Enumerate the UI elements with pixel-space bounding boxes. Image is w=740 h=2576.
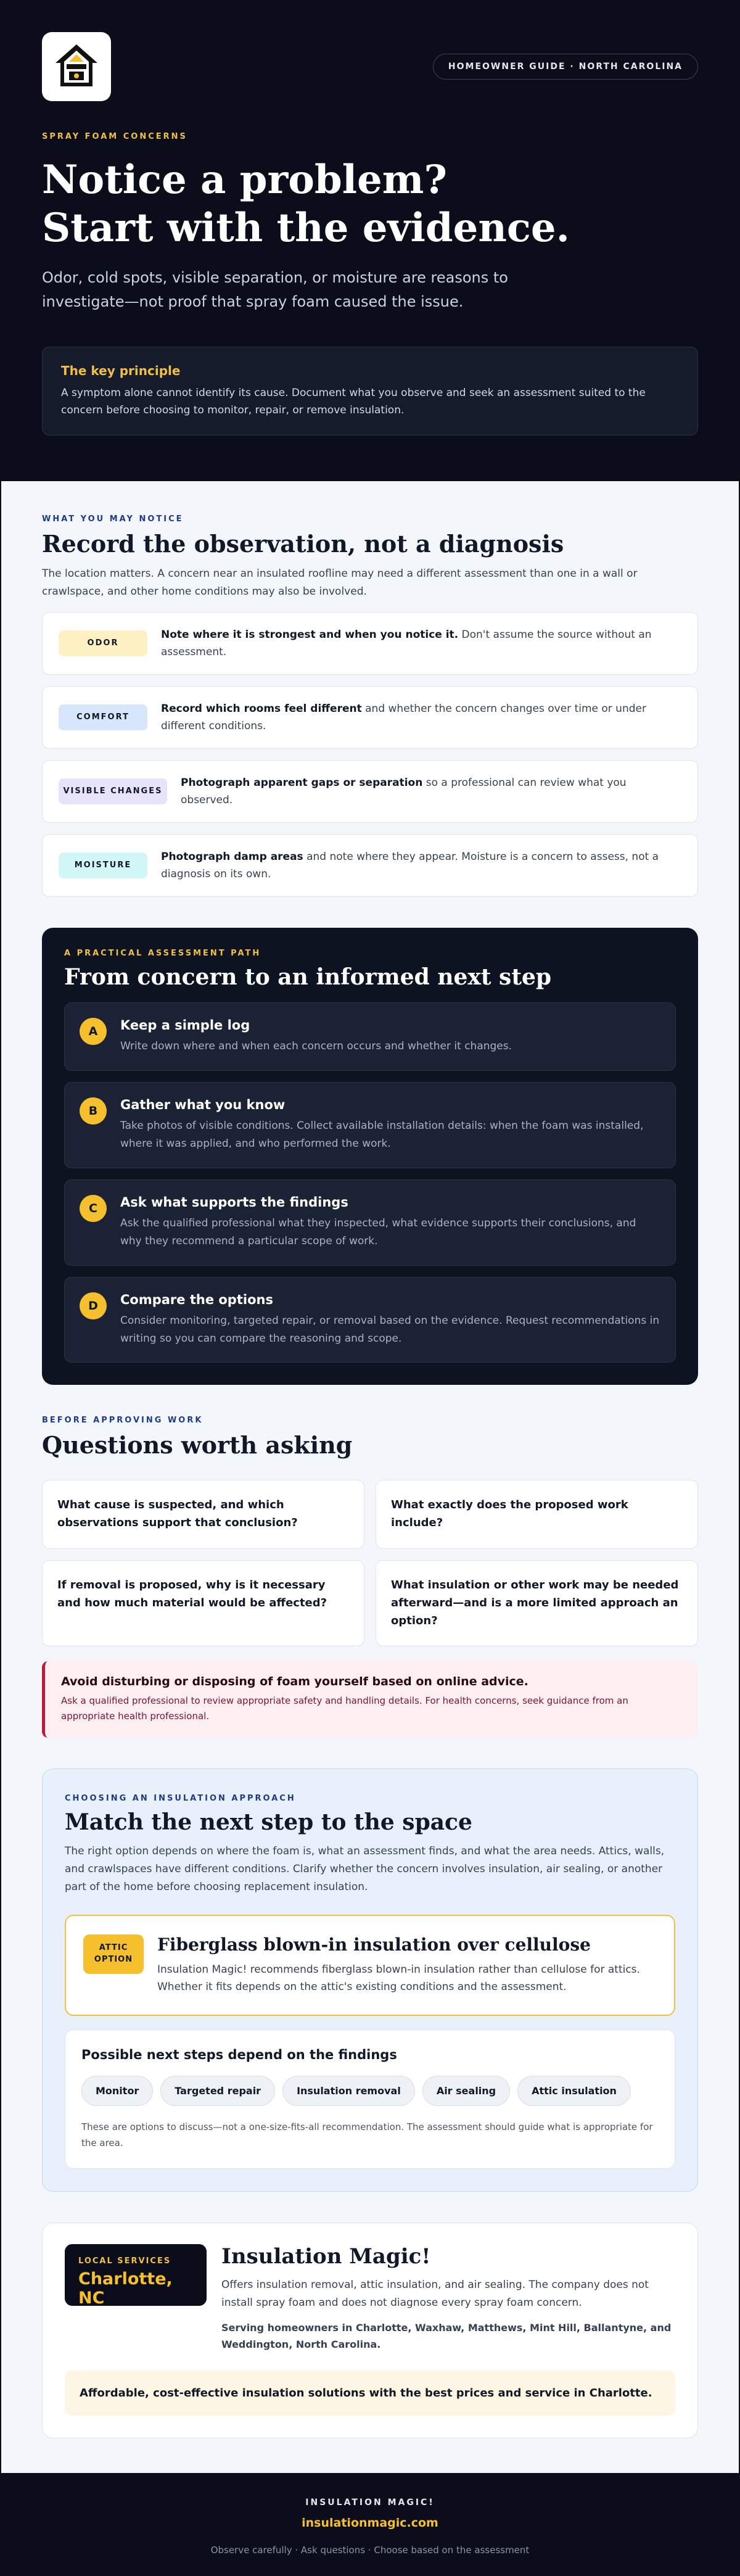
questions-section bbox=[1, 1385, 739, 1646]
service-info bbox=[221, 2244, 675, 2353]
warning-body: Ask a qualified professional to review appropriate safety and handling details. For health concerns, seek guidance from an appropriate health professional. bbox=[61, 1695, 628, 1722]
hero bbox=[1, 0, 739, 481]
observation-bold: Photograph apparent gaps or separation bbox=[181, 777, 423, 789]
step-letter-d: D bbox=[80, 1292, 107, 1319]
notice-section bbox=[1, 481, 739, 897]
chip-insulation-removal[interactable]: Insulation removal bbox=[282, 2076, 415, 2106]
observation-card-moisture bbox=[42, 834, 698, 897]
notice-eyebrow: WHAT YOU MAY NOTICE bbox=[42, 514, 184, 524]
observation-rest: and note where they appear. Moisture is a concern to assess, not a diagnosis on its own. bbox=[161, 851, 659, 881]
questions-grid bbox=[42, 1480, 698, 1646]
step-body: Write down where and when each concern occurs and whether it changes. bbox=[120, 1040, 512, 1053]
warning-title: Avoid disturbing or disposing of foam yourself based on online advice. bbox=[61, 1675, 528, 1689]
visible-changes-badge: VISIBLE CHANGES bbox=[59, 778, 167, 804]
service-top bbox=[65, 2244, 675, 2353]
next-steps-note: These are options to discuss—not a one-size-fits-all recommendation. The assessment should guide what is appropriate for the area. bbox=[81, 2121, 653, 2149]
footer bbox=[1, 2473, 739, 2576]
title-line-2: Start with the evidence. bbox=[42, 205, 570, 252]
path-title: From concern to an informed next step bbox=[64, 964, 552, 991]
page-title bbox=[42, 156, 698, 252]
question-card: What exactly does the proposed work include? bbox=[376, 1480, 698, 1549]
observation-rest: so a professional can review what you observed. bbox=[181, 777, 627, 807]
step-content bbox=[120, 1018, 512, 1055]
footer-note: Observe carefully · Ask questions · Choose based on the assessment bbox=[210, 2544, 530, 2556]
step-letter-c: C bbox=[80, 1195, 107, 1222]
step-title: Keep a simple log bbox=[120, 1018, 250, 1033]
observation-card-visible-changes bbox=[42, 760, 698, 823]
feature-body: Insulation Magic! recommends fiberglass blown-in insulation rather than cellulose for attics. Whether it fits depends on the attic's existing conditions and the assessment. bbox=[157, 1963, 640, 1994]
house-logo-svg bbox=[51, 41, 102, 93]
observation-bold: Photograph damp areas bbox=[161, 851, 303, 864]
title-line-1: Notice a problem? bbox=[42, 157, 447, 203]
step-content bbox=[120, 1292, 660, 1348]
badge-line-2: OPTION bbox=[94, 1954, 133, 1964]
insulation-title: Match the next step to the space bbox=[65, 1809, 472, 1835]
question-card: What cause is suspected, and which observations support that conclusion? bbox=[42, 1480, 364, 1549]
comfort-badge: COMFORT bbox=[59, 704, 147, 730]
service-banner: Affordable, cost-effective insulation solutions with the best prices and service in Charlotte. bbox=[65, 2371, 675, 2416]
step-b bbox=[64, 1082, 676, 1168]
notice-title: Record the observation, not a diagnosis bbox=[42, 530, 564, 558]
observation-text bbox=[161, 848, 681, 883]
step-content bbox=[120, 1195, 660, 1250]
chip-attic-insulation[interactable]: Attic insulation bbox=[517, 2076, 631, 2106]
observation-rest: Don't assume the source without an assessment. bbox=[161, 628, 652, 658]
question-card: What insulation or other work may be needed afterward—and is a more limited approach an option? bbox=[376, 1560, 698, 1646]
principle-body: A symptom alone cannot identify its cause. Document what you observe and seek an assessment suited to the concern before choosing to monitor, repair, or remove insulation. bbox=[61, 386, 646, 416]
location-eyebrow: LOCAL SERVICES bbox=[78, 2256, 171, 2266]
observation-rest: and whether the concern changes over time or under different conditions. bbox=[161, 702, 646, 732]
questions-eyebrow: BEFORE APPROVING WORK bbox=[42, 1416, 204, 1426]
service-areas: Serving homeowners in Charlotte, Waxhaw, Matthews, Mint Hill, Ballantyne, and Weddington, North Carolina. bbox=[221, 2322, 672, 2351]
local-service-card bbox=[42, 2223, 698, 2438]
location-badge bbox=[65, 2244, 207, 2306]
step-body: Take photos of visible conditions. Collect available installation details: when the foam was installed, where it was applied, and who performed the work. bbox=[120, 1120, 644, 1150]
chip-air-sealing[interactable]: Air sealing bbox=[422, 2076, 510, 2106]
next-steps-title: Possible next steps depend on the findings bbox=[81, 2047, 397, 2063]
page-inner bbox=[1, 0, 739, 2576]
step-d bbox=[64, 1277, 676, 1363]
attic-option-badge bbox=[83, 1934, 144, 1974]
feature-content bbox=[157, 1934, 657, 1997]
key-principle-box bbox=[42, 347, 698, 436]
location-city: Charlotte, NC bbox=[78, 2269, 173, 2308]
footer-website-link[interactable]: insulationmagic.com bbox=[302, 2516, 438, 2530]
path-eyebrow: A PRACTICAL ASSESSMENT PATH bbox=[64, 949, 261, 959]
observation-bold: Record which rooms feel different bbox=[161, 702, 362, 715]
step-title: Compare the options bbox=[120, 1292, 273, 1307]
principle-title: The key principle bbox=[61, 363, 181, 378]
notice-desc: The location matters. A concern near an insulated roofline may need a different assessment than one in a wall or crawlspace, and other home conditions may also be involved. bbox=[42, 568, 638, 598]
observation-text bbox=[161, 700, 681, 735]
hero-lead: Odor, cold spots, visible separation, or moisture are reasons to investigate—not proof that spray foam caused the issue. bbox=[42, 269, 508, 310]
chip-monitor[interactable]: Monitor bbox=[81, 2076, 153, 2106]
insulation-eyebrow: CHOOSING AN INSULATION APPROACH bbox=[65, 1793, 296, 1803]
attic-option-feature bbox=[65, 1915, 675, 2017]
step-a bbox=[64, 1002, 676, 1071]
observation-card-odor bbox=[42, 612, 698, 675]
odor-badge: ODOR bbox=[59, 630, 147, 656]
step-letter-a: A bbox=[80, 1018, 107, 1045]
safety-warning bbox=[42, 1661, 698, 1738]
step-body: Ask the qualified professional what they inspected, what evidence supports their conclusions, and why they recommend a particular scope of work. bbox=[120, 1216, 636, 1247]
insulation-approach-card bbox=[42, 1769, 698, 2192]
company-name: Insulation Magic! bbox=[221, 2244, 431, 2269]
feature-title: Fiberglass blown-in insulation over cellulose bbox=[157, 1934, 591, 1955]
step-c bbox=[64, 1179, 676, 1266]
moisture-badge: MOISTURE bbox=[59, 852, 147, 878]
step-body: Consider monitoring, targeted repair, or removal based on the evidence. Request recommendations in writing so you can compare the reasoning and scope. bbox=[120, 1314, 660, 1345]
step-content bbox=[120, 1097, 660, 1153]
guide-tag: HOMEOWNER GUIDE · NORTH CAROLINA bbox=[433, 54, 698, 80]
observation-bold: Note where it is strongest and when you notice it. bbox=[161, 628, 459, 641]
company-desc: Offers insulation removal, attic insulation, and air sealing. The company does not install spray foam and does not diagnose every spray foam concern. bbox=[221, 2279, 649, 2310]
step-title: Gather what you know bbox=[120, 1097, 286, 1113]
assessment-path-card bbox=[42, 928, 698, 1385]
hero-eyebrow: SPRAY FOAM CONCERNS bbox=[42, 132, 187, 141]
chip-targeted-repair[interactable]: Targeted repair bbox=[160, 2076, 275, 2106]
next-steps-box bbox=[65, 2029, 675, 2169]
hero-top bbox=[42, 32, 698, 101]
observation-text bbox=[161, 626, 681, 661]
observation-card-comfort bbox=[42, 686, 698, 749]
insulation-desc: The right option depends on where the foam is, what an assessment finds, and what the area needs. Attics, walls, and crawlspaces have different conditions. Clarify whether the concern involves insulation, air sealing, or another part of the home before choosing replacement insulation. bbox=[65, 1844, 665, 1893]
house-logo-icon[interactable] bbox=[42, 32, 111, 101]
question-card: If removal is proposed, why is it necessary and how much material would be affected? bbox=[42, 1560, 364, 1646]
badge-line-1: ATTIC bbox=[99, 1942, 128, 1952]
step-title: Ask what supports the findings bbox=[120, 1194, 348, 1210]
observation-text bbox=[181, 774, 681, 809]
questions-title: Questions worth asking bbox=[42, 1431, 353, 1459]
next-steps-chips bbox=[81, 2076, 659, 2106]
footer-brand: INSULATION MAGIC! bbox=[305, 2497, 435, 2508]
step-letter-b: B bbox=[80, 1097, 107, 1125]
